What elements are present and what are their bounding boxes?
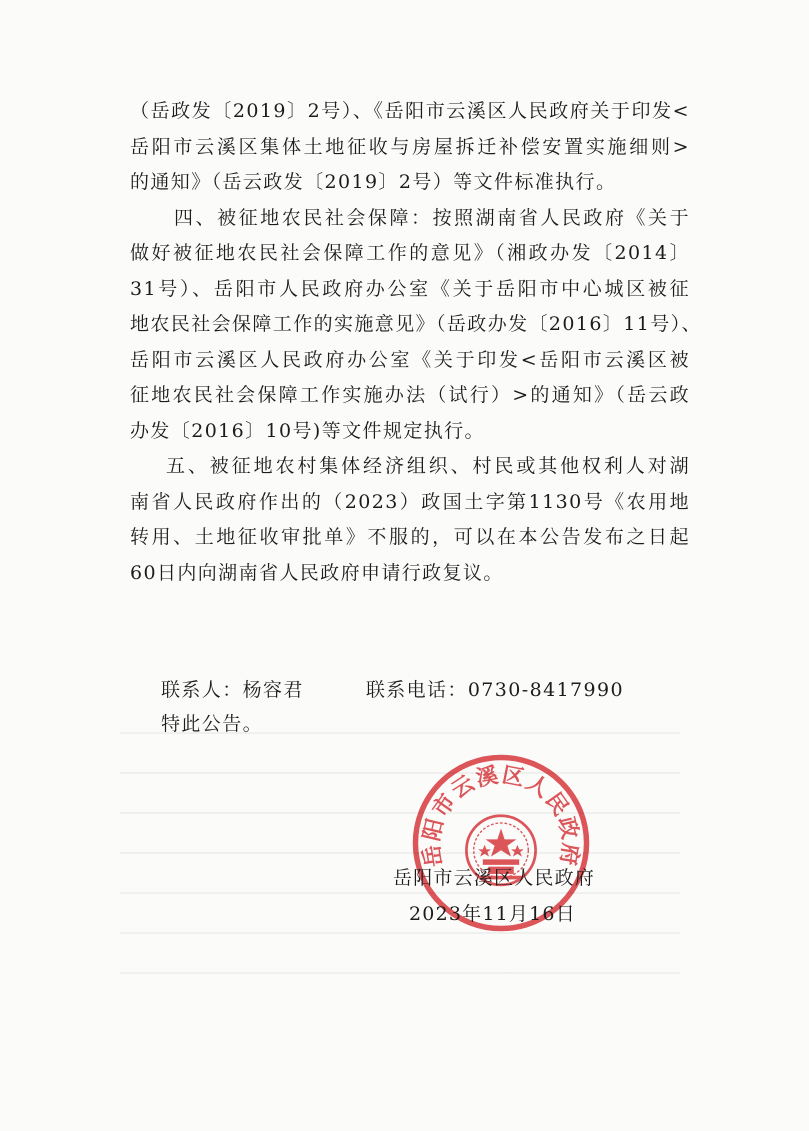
body-line: （岳政发〔2019〕2号）、《岳阳市云溪区人民政府关于印发<	[130, 100, 690, 122]
paragraph-four-start: 四、被征地农民社会保障：按照湖南省人民政府《关于	[174, 206, 690, 229]
closing-statement: 特此公告。	[161, 713, 264, 735]
signature-block	[393, 860, 595, 932]
body-line: 的通知》（岳云政发〔2019〕2号）等文件标准执行。	[130, 171, 617, 193]
contact-person: 联系人：杨容君	[161, 679, 304, 701]
body-line: 60日内向湖南省人民政府申请行政复议。	[130, 561, 504, 584]
body-text	[130, 94, 702, 591]
contact-phone: 联系电话：0730-8417990	[365, 679, 625, 701]
body-line: 办发〔2016〕10号)等文件规定执行。	[130, 419, 485, 442]
body-line: 31号）、岳阳市人民政府办公室《关于岳阳市中心城区被征	[130, 277, 690, 300]
body-line: 南省人民政府作出的（2023）政国土字第1130号《农用地	[130, 490, 690, 513]
body-line: 岳阳市云溪区集体土地征收与房屋拆迁补偿安置实施细则>	[130, 135, 690, 158]
body-line: 转用、土地征收审批单》不服的，可以在本公告发布之日起	[130, 526, 690, 548]
contact-line	[161, 675, 624, 702]
body-line: 征地农民社会保障工作实施办法（试行）>的通知》（岳云政	[130, 384, 690, 406]
body-line: 地农民社会保障工作的实施意见》（岳政办发〔2016〕11号）、	[130, 313, 702, 335]
issue-date: 2023年11月16日	[409, 903, 576, 925]
paragraph-five-start: 五、被征地农村集体经济组织、村民或其他权利人对湖	[166, 455, 690, 477]
body-line: 岳阳市云溪区人民政府办公室《关于印发<岳阳市云溪区被	[130, 348, 690, 371]
bleed-through-texture	[120, 700, 680, 1000]
body-line: 做好被征地农民社会保障工作的意见》（湘政办发〔2014〕	[130, 242, 690, 264]
seal-text: 岳阳市云溪区人民政府	[418, 761, 584, 869]
issuing-organization: 岳阳市云溪区人民政府	[393, 867, 596, 889]
